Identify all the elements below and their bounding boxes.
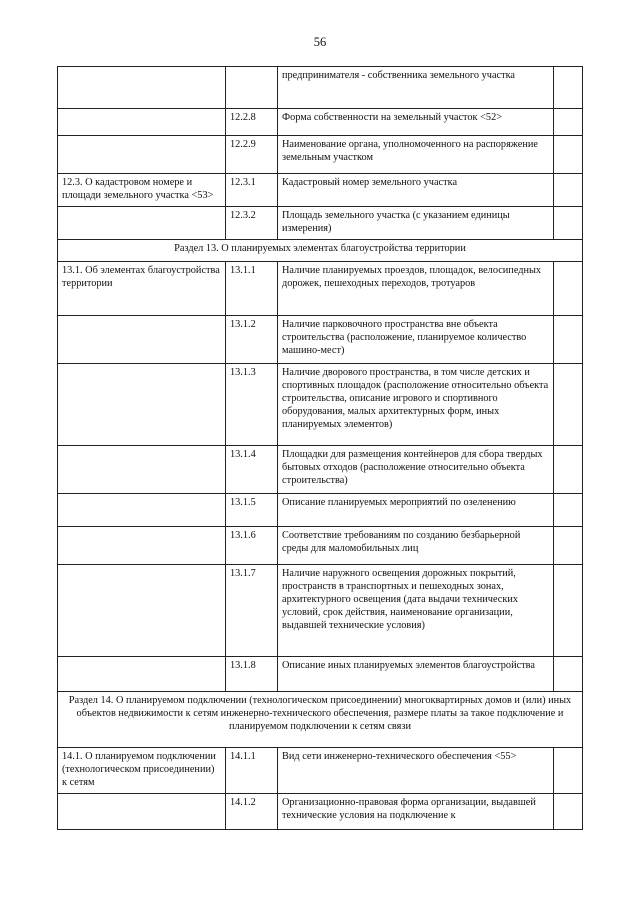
table-row bbox=[58, 794, 583, 830]
item-code: 13.1.5 bbox=[226, 494, 278, 527]
table-row bbox=[58, 446, 583, 494]
item-code: 13.1.1 bbox=[226, 262, 278, 316]
item-name: Наличие дворового пространства, в том числе детских и спортивных площадок (расположение относительно объекта строительства, описание игрового и спортивного оборудования, малых архитектурных форм, иных планируемых элементов) bbox=[278, 364, 554, 446]
table-row bbox=[58, 364, 583, 446]
item-name: Площадки для размещения контейнеров для сбора твердых бытовых отходов (расположение относительно объекта строительства) bbox=[278, 446, 554, 494]
item-name: Описание планируемых мероприятий по озеленению bbox=[278, 494, 554, 527]
item-code: 13.1.4 bbox=[226, 446, 278, 494]
value-cell bbox=[554, 174, 583, 207]
item-code: 13.1.2 bbox=[226, 316, 278, 364]
topic-cell bbox=[58, 527, 226, 565]
section-heading: Раздел 13. О планируемых элементах благоустройства территории bbox=[58, 240, 583, 262]
item-name: Наличие планируемых проездов, площадок, велосипедных дорожек, пешеходных переходов, тротуаров bbox=[278, 262, 554, 316]
value-cell bbox=[554, 565, 583, 657]
value-cell bbox=[554, 316, 583, 364]
item-code: 14.1.2 bbox=[226, 794, 278, 830]
table-row bbox=[58, 174, 583, 207]
item-name: Наименование органа, уполномоченного на распоряжение земельным участком bbox=[278, 136, 554, 174]
item-code: 13.1.7 bbox=[226, 565, 278, 657]
table-row bbox=[58, 207, 583, 240]
value-cell bbox=[554, 207, 583, 240]
topic-cell bbox=[58, 364, 226, 446]
value-cell bbox=[554, 794, 583, 830]
value-cell bbox=[554, 364, 583, 446]
topic-cell bbox=[58, 657, 226, 692]
table-row bbox=[58, 262, 583, 316]
value-cell bbox=[554, 527, 583, 565]
item-code: 12.3.1 bbox=[226, 174, 278, 207]
value-cell bbox=[554, 136, 583, 174]
item-name: Соответствие требованиям по созданию безбарьерной среды для маломобильных лиц bbox=[278, 527, 554, 565]
table-row bbox=[58, 494, 583, 527]
page-number: 56 bbox=[313, 35, 327, 49]
disclosure-table bbox=[57, 66, 583, 830]
table-row bbox=[58, 136, 583, 174]
item-name: Площадь земельного участка (с указанием единицы измерения) bbox=[278, 207, 554, 240]
topic-cell bbox=[58, 67, 226, 109]
item-code: 13.1.8 bbox=[226, 657, 278, 692]
item-name: предпринимателя - собственника земельного участка bbox=[278, 67, 554, 109]
table-row bbox=[58, 748, 583, 794]
table-row bbox=[58, 527, 583, 565]
item-code: 13.1.3 bbox=[226, 364, 278, 446]
topic-cell bbox=[58, 446, 226, 494]
item-name: Наличие наружного освещения дорожных покрытий, пространств в транспортных и пешеходных зонах, архитектурного освещения (дата выдачи технических условий, срок действия, наименование организации, выдавшей технические условия) bbox=[278, 565, 554, 657]
item-code: 12.2.9 bbox=[226, 136, 278, 174]
value-cell bbox=[554, 109, 583, 136]
topic-cell: 12.3. О кадастровом номере и площади земельного участка <53> bbox=[58, 174, 226, 207]
topic-cell bbox=[58, 136, 226, 174]
value-cell bbox=[554, 748, 583, 794]
table-row bbox=[58, 316, 583, 364]
value-cell bbox=[554, 67, 583, 109]
item-name: Вид сети инженерно-технического обеспечения <55> bbox=[278, 748, 554, 794]
section-heading: Раздел 14. О планируемом подключении (технологическом присоединении) многоквартирных домов и (или) иных объектов недвижимости к сетям инженерно-технического обеспечения, размере платы за такое подключение и планируемом подключении к сетям связи bbox=[58, 692, 583, 748]
table-row bbox=[58, 67, 583, 109]
item-name: Кадастровый номер земельного участка bbox=[278, 174, 554, 207]
item-code: 12.3.2 bbox=[226, 207, 278, 240]
topic-cell bbox=[58, 207, 226, 240]
value-cell bbox=[554, 446, 583, 494]
item-name: Описание иных планируемых элементов благоустройства bbox=[278, 657, 554, 692]
item-code: 14.1.1 bbox=[226, 748, 278, 794]
topic-cell bbox=[58, 316, 226, 364]
item-code: 13.1.6 bbox=[226, 527, 278, 565]
item-code: 12.2.8 bbox=[226, 109, 278, 136]
item-code bbox=[226, 67, 278, 109]
table-row bbox=[58, 565, 583, 657]
item-name: Наличие парковочного пространства вне объекта строительства (расположение, планируемое количество машино-мест) bbox=[278, 316, 554, 364]
topic-cell: 13.1. Об элементах благоустройства территории bbox=[58, 262, 226, 316]
topic-cell bbox=[58, 109, 226, 136]
topic-cell bbox=[58, 565, 226, 657]
table-row bbox=[58, 109, 583, 136]
topic-cell bbox=[58, 494, 226, 527]
topic-cell: 14.1. О планируемом подключении (технологическом присоединении) к сетям bbox=[58, 748, 226, 794]
topic-cell bbox=[58, 794, 226, 830]
item-name: Организационно-правовая форма организации, выдавшей технические условия на подключение к bbox=[278, 794, 554, 830]
section-row bbox=[58, 240, 583, 262]
item-name: Форма собственности на земельный участок <52> bbox=[278, 109, 554, 136]
value-cell bbox=[554, 657, 583, 692]
value-cell bbox=[554, 494, 583, 527]
section-row bbox=[58, 692, 583, 748]
table-row bbox=[58, 657, 583, 692]
value-cell bbox=[554, 262, 583, 316]
